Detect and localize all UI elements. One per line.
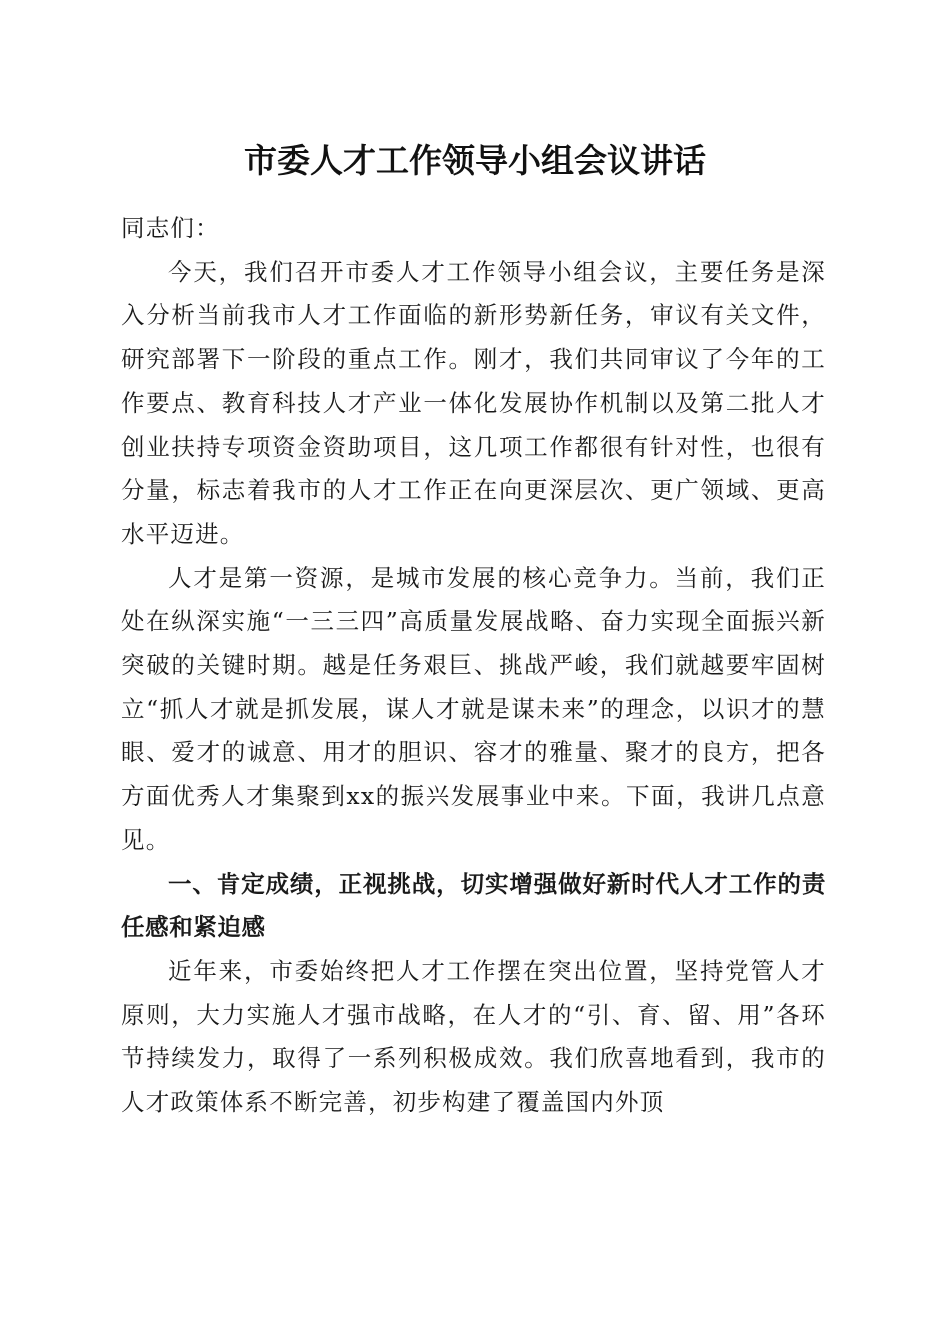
paragraph-intro: 今天，我们召开市委人才工作领导小组会议，主要任务是深入分析当前我市人才工作面临的新形势新任务，审议有关文件，研究部署下一阶段的重点工作。刚才，我们共同审议了今年的工作要点、教育科技人才产业一体化发展协作机制以及第二批人才创业扶持专项资金资助项目，这几项工作都很有针对性，也很有分量，标志着我市的人才工作正在向更深层次、更广领域、更高水平迈进。 [121, 257, 826, 548]
document-title: 市委人才工作领导小组会议讲话 [244, 141, 706, 180]
document-body [121, 207, 826, 1125]
paragraph-section-one: 近年来，市委始终把人才工作摆在突出位置，坚持党管人才原则，大力实施人才强市战略，在人才的“引、育、留、用”各环节持续发力，取得了一系列积极成效。我们欣喜地看到，我市的人才政策体系不断完善，初步构建了覆盖国内外顶 [121, 956, 826, 1117]
paragraph-talent: 人才是第一资源，是城市发展的核心竞争力。当前，我们正处在纵深实施“一三三四”高质量发展战略、奋力实现全面振兴新突破的关键时期。越是任务艰巨、挑战严峻，我们就越要牢固树立“抓人才就是抓发展，谋人才就是谋未来”的理念，以识才的慧眼、爱才的诚意、用才的胆识、容才的雅量、聚才的良方，把各方面优秀人才集聚到xx的振兴发展事业中来。下面，我讲几点意见。 [121, 563, 826, 854]
salutation: 同志们： [121, 214, 220, 242]
section-heading: 一、肯定成绩，正视挑战，切实增强做好新时代人才工作的责任感和紧迫感 [121, 869, 826, 942]
